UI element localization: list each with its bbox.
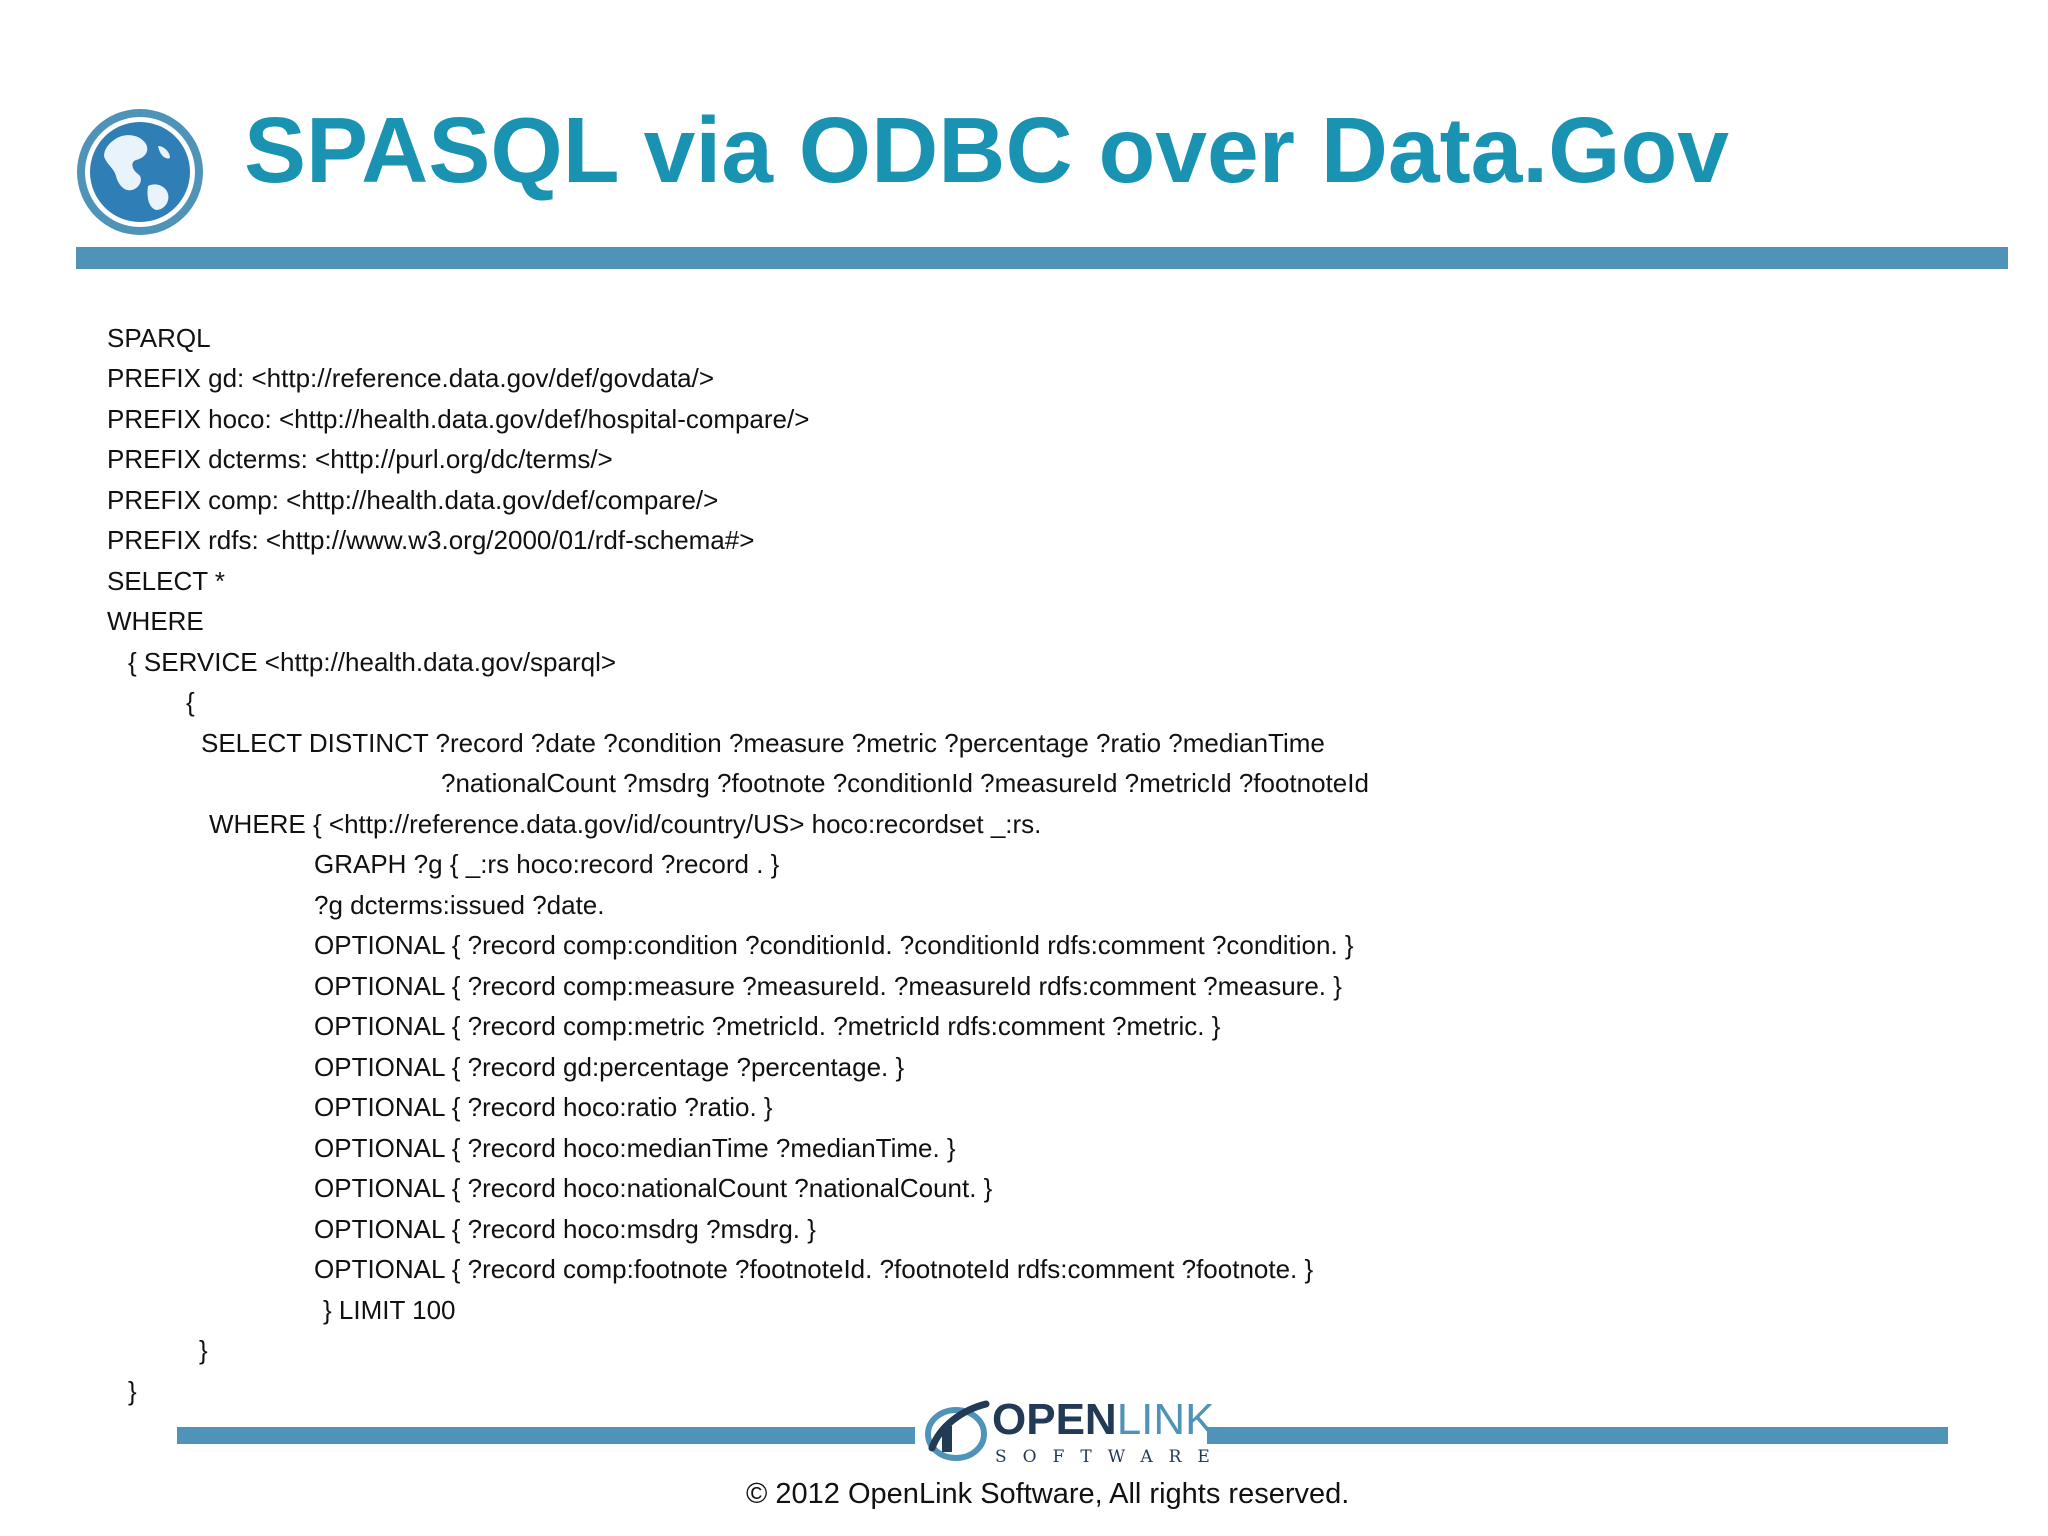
code-line: SPARQL — [107, 323, 211, 353]
logo-link-text: LINK — [1116, 1395, 1215, 1444]
copyright-notice: © 2012 OpenLink Software, All rights reserved. — [746, 1478, 1350, 1510]
globe-icon — [74, 106, 206, 238]
code-line: PREFIX rdfs: <http://www.w3.org/2000/01/rdf-schema#> — [107, 525, 755, 555]
code-line: } LIMIT 100 — [323, 1295, 456, 1325]
logo-open-text: OPEN — [992, 1395, 1117, 1444]
code-line: PREFIX dcterms: <http://purl.org/dc/terms/> — [107, 444, 613, 474]
openlink-logo — [992, 1395, 1215, 1444]
code-line: OPTIONAL { ?record hoco:nationalCount ?nationalCount. } — [314, 1173, 993, 1203]
code-line: WHERE { <http://reference.data.gov/id/country/US> hoco:recordset _:rs. — [209, 809, 1042, 839]
code-line: OPTIONAL { ?record hoco:msdrg ?msdrg. } — [314, 1214, 816, 1244]
code-line: OPTIONAL { ?record comp:metric ?metricId. ?metricId rdfs:comment ?metric. } — [314, 1011, 1221, 1041]
code-line: OPTIONAL { ?record comp:footnote ?footnoteId. ?footnoteId rdfs:comment ?footnote. } — [314, 1254, 1314, 1284]
logo-subtitle: SOFTWARE — [995, 1447, 1226, 1467]
code-line: PREFIX gd: <http://reference.data.gov/def/govdata/> — [107, 363, 715, 393]
code-line: } — [128, 1376, 137, 1406]
code-line: ?g dcterms:issued ?date. — [314, 890, 605, 920]
code-line: GRAPH ?g { _:rs hoco:record ?record . } — [314, 849, 780, 879]
code-line: ?nationalCount ?msdrg ?footnote ?conditionId ?measureId ?metricId ?footnoteId — [441, 768, 1369, 798]
code-line: OPTIONAL { ?record comp:condition ?conditionId. ?conditionId rdfs:comment ?condition. } — [314, 930, 1354, 960]
openlink-logo-icon — [922, 1396, 990, 1466]
code-line: } — [199, 1335, 208, 1365]
header-divider — [76, 247, 2008, 269]
page-title: SPASQL via ODBC over Data.Gov — [244, 98, 1730, 202]
code-line: { — [186, 687, 195, 717]
code-line: WHERE — [107, 606, 204, 636]
code-line: OPTIONAL { ?record hoco:medianTime ?medianTime. } — [314, 1133, 956, 1163]
code-line: OPTIONAL { ?record comp:measure ?measureId. ?measureId rdfs:comment ?measure. } — [314, 971, 1342, 1001]
code-line: OPTIONAL { ?record hoco:ratio ?ratio. } — [314, 1092, 773, 1122]
code-line: PREFIX comp: <http://health.data.gov/def/compare/> — [107, 485, 719, 515]
code-line: SELECT * — [107, 566, 226, 596]
code-line: PREFIX hoco: <http://health.data.gov/def/hospital-compare/> — [107, 404, 810, 434]
code-line: { SERVICE <http://health.data.gov/sparql> — [128, 647, 617, 677]
footer-divider-right — [1207, 1427, 1948, 1444]
code-line: OPTIONAL { ?record gd:percentage ?percentage. } — [314, 1052, 905, 1082]
code-line: SELECT DISTINCT ?record ?date ?condition ?measure ?metric ?percentage ?ratio ?medianTime — [201, 728, 1325, 758]
footer-divider-left — [177, 1427, 915, 1444]
